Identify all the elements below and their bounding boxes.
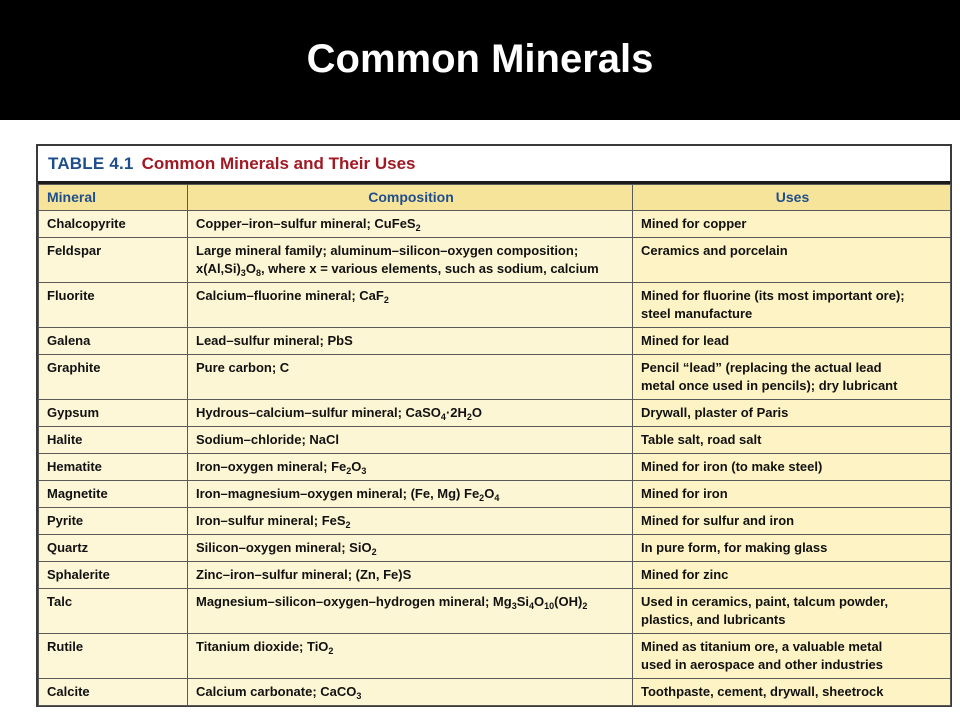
table-number: TABLE 4.1 <box>48 153 134 173</box>
mineral-cell: Halite <box>39 427 188 454</box>
composition-cell: Iron–sulfur mineral; FeS$_2$ <box>188 508 633 535</box>
header-composition: Composition <box>188 185 633 211</box>
mineral-cell: Galena <box>39 328 188 355</box>
table-row <box>39 211 951 238</box>
uses-cell: In pure form, for making glass <box>633 535 951 562</box>
mineral-cell: Talc <box>39 589 188 634</box>
table-row <box>39 589 951 634</box>
table-row <box>39 355 951 400</box>
uses-cell: Drywall, plaster of Paris <box>633 400 951 427</box>
uses-cell: Mined for iron <box>633 481 951 508</box>
table-caption <box>38 146 950 184</box>
uses-cell: Mined for iron (to make steel) <box>633 454 951 481</box>
uses-cell: Mined as titanium ore, a valuable metal used in aerospace and other industries <box>633 634 951 679</box>
table-row <box>39 481 951 508</box>
composition-cell: Pure carbon; C <box>188 355 633 400</box>
mineral-cell: Calcite <box>39 679 188 706</box>
table-row <box>39 283 951 328</box>
composition-cell: Sodium–chloride; NaCl <box>188 427 633 454</box>
composition-cell: Silicon–oxygen mineral; SiO$_2$ <box>188 535 633 562</box>
table-header-row <box>39 185 951 211</box>
mineral-cell: Chalcopyrite <box>39 211 188 238</box>
mineral-cell: Graphite <box>39 355 188 400</box>
mineral-cell: Rutile <box>39 634 188 679</box>
composition-cell: Lead–sulfur mineral; PbS <box>188 328 633 355</box>
table-row <box>39 508 951 535</box>
uses-cell: Mined for lead <box>633 328 951 355</box>
table-row <box>39 679 951 706</box>
mineral-cell: Gypsum <box>39 400 188 427</box>
uses-cell: Pencil “lead” (replacing the actual lead metal once used in pencils); dry lubricant <box>633 355 951 400</box>
mineral-cell: Magnetite <box>39 481 188 508</box>
composition-cell: Copper–iron–sulfur mineral; CuFeS$_2$ <box>188 211 633 238</box>
uses-cell: Mined for zinc <box>633 562 951 589</box>
table-row <box>39 238 951 283</box>
table-name: Common Minerals and Their Uses <box>141 153 416 173</box>
mineral-cell: Sphalerite <box>39 562 188 589</box>
table-row <box>39 328 951 355</box>
table-row <box>39 634 951 679</box>
table-row <box>39 427 951 454</box>
table-row <box>39 535 951 562</box>
slide-title: Common Minerals <box>0 0 960 120</box>
header-mineral: Mineral <box>39 185 188 211</box>
table-row <box>39 454 951 481</box>
table-row <box>39 400 951 427</box>
uses-cell: Table salt, road salt <box>633 427 951 454</box>
composition-cell: Calcium carbonate; CaCO$_3$ <box>188 679 633 706</box>
minerals-table-panel <box>36 144 952 707</box>
mineral-cell: Pyrite <box>39 508 188 535</box>
mineral-cell: Hematite <box>39 454 188 481</box>
composition-cell: Iron–magnesium–oxygen mineral; (Fe, Mg) $Fe_2O_4$ <box>188 481 633 508</box>
uses-cell: Mined for copper <box>633 211 951 238</box>
composition-cell: Iron–oxygen mineral; $Fe_2O_3$ <box>188 454 633 481</box>
uses-cell: Ceramics and porcelain <box>633 238 951 283</box>
uses-cell: Used in ceramics, paint, talcum powder, plastics, and lubricants <box>633 589 951 634</box>
mineral-cell: Fluorite <box>39 283 188 328</box>
composition-cell: Magnesium–silicon–oxygen–hydrogen mineral; $Mg_3Si_4O_{10}(OH)_2$ <box>188 589 633 634</box>
mineral-cell: Quartz <box>39 535 188 562</box>
composition-cell: Titanium dioxide; TiO$_2$ <box>188 634 633 679</box>
composition-cell: Calcium–fluorine mineral; CaF$_2$ <box>188 283 633 328</box>
minerals-table <box>38 184 951 706</box>
composition-cell: Zinc–iron–sulfur mineral; (Zn, Fe)S <box>188 562 633 589</box>
uses-cell: Mined for sulfur and iron <box>633 508 951 535</box>
table-row <box>39 562 951 589</box>
mineral-cell: Feldspar <box>39 238 188 283</box>
header-uses: Uses <box>633 185 951 211</box>
uses-cell: Toothpaste, cement, drywall, sheetrock <box>633 679 951 706</box>
composition-cell: Large mineral family; aluminum–silicon–oxygen composition; $x(Al,Si)_3O_8$, where x = various elements, such as sodium, calcium <box>188 238 633 283</box>
composition-cell: Hydrous–calcium–sulfur mineral; $CaSO_4\cdot 2H_2O$ <box>188 400 633 427</box>
uses-cell: Mined for fluorine (its most important ore); steel manufacture <box>633 283 951 328</box>
